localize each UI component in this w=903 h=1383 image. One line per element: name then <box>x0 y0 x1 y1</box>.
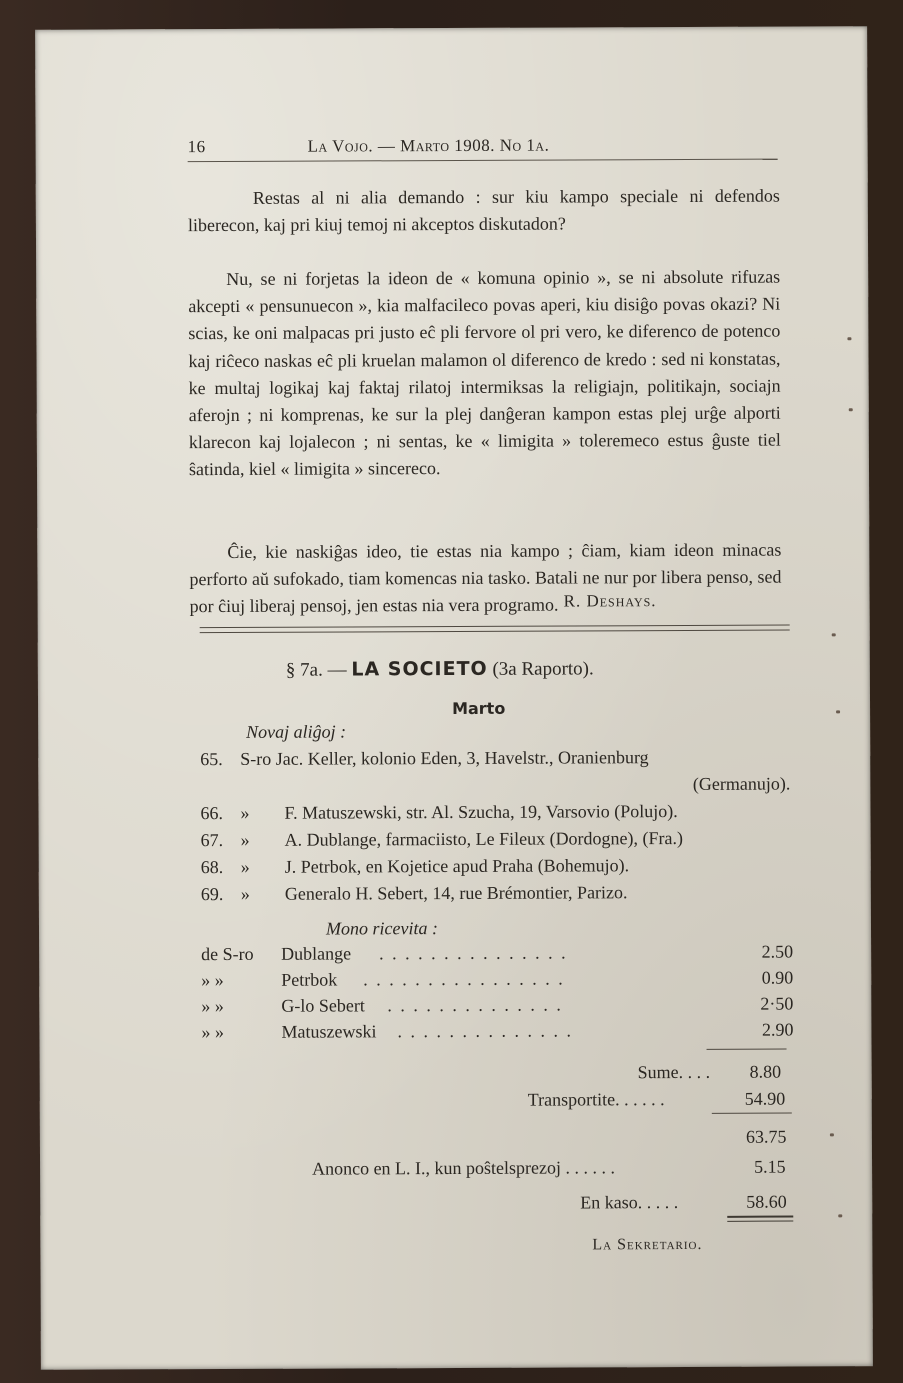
paper-spot <box>830 1133 834 1136</box>
receipt-amount: 2.90 <box>761 1019 794 1040</box>
article-paragraph: Restas al ni alia demando : sur kiu kampo speciale ni defendos liberecon, kaj pri kiuj temoj ni akceptos diskutadon? <box>187 185 780 236</box>
member-list <box>200 746 801 911</box>
cash-amount: 58.60 <box>746 1191 787 1212</box>
section-name: LA SOCIETO <box>351 657 488 681</box>
money-received-heading: Mono ricevita : <box>325 918 439 939</box>
running-title: La Vojo. — Marto 1908. No 1a. <box>307 135 550 156</box>
document-page <box>35 26 873 1370</box>
member-entry <box>201 854 801 884</box>
member-details: A. Dublange, farmaciisto, Le Fileux (Dordogne), (Fra.) <box>284 828 684 850</box>
leader-dots: . . . . . . . . . . . . . . <box>387 994 563 1016</box>
member-details: Generalo H. Sebert, 14, rue Brémontier, Parizo. <box>284 882 628 904</box>
page-content <box>187 27 793 1370</box>
receipt-prefix: » » <box>201 1022 224 1043</box>
sum-amount: 8.80 <box>749 1061 782 1082</box>
article-paragraph: Ĉie, kie naskiĝas ideo, tie estas nia kampo ; ĉiam, kiam ideon minacas perforto aŭ sufokado, tiam komencas nia tasko. Batali ne nur por libera penso, sed por ĉiuj liberaj pensoj, jen estas nia vera programo. <box>189 539 782 617</box>
member-number: 68. <box>200 857 224 878</box>
receipt-row <box>201 941 801 970</box>
new-members-heading: Novaj aliĝoj : <box>246 721 347 742</box>
paper-spot <box>838 1214 842 1217</box>
member-entry <box>201 881 801 911</box>
article-paragraph: Nu, se ni forjetas la ideon de « komuna opinio », se ni absolute rifuzas akcepti « pensunuecon », kia malfacileco povas aperi, kiu disiĝo povas okazi? Ni scias, ke oni malpacas pri justo eĉ pli fervore ol pri vero, ke diferenco de potenco kaj riĉeco naskas eĉ pli kruelan malamon ol diferenco de kredo : sed ni konstatas, ke multaj logikaj kaj faktaj rilatoj intermiksas la religiajn, politikajn, sociajn aferojn ; ni komprenas, ke sur la plej danĝeran kampon estas plej urĝe alporti klarecon kaj lojalecon ; ni sentas, ke « limigita » toleremeco estus ĝuste tiel ŝatinda, kiel « limigita » sincereco. <box>188 266 781 480</box>
sum-label: Sume. . . . <box>637 1061 711 1083</box>
member-text-continued: (Germanujo). <box>692 773 791 794</box>
section-divider <box>200 625 790 634</box>
paper-spot <box>849 408 853 411</box>
receipt-row <box>201 993 801 1022</box>
member-entry <box>200 746 800 803</box>
member-details: F. Matuszewski, str. Al. Szucha, 19, Varsovio (Polujo). <box>284 801 678 823</box>
member-entry <box>200 800 800 830</box>
receipt-name: Dublange <box>281 943 352 964</box>
member-entry <box>201 827 801 857</box>
subtotal-rule <box>707 1049 787 1050</box>
final-total-rule <box>727 1216 793 1222</box>
leader-dots: . . . . . . . . . . . . . . . . <box>363 968 565 990</box>
paper-spot <box>832 633 836 636</box>
member-prefix: » <box>240 883 250 904</box>
advert-label: Anonco en L. I., kun poŝtelsprezoj . . . . . . <box>312 1157 616 1179</box>
member-prefix: » <box>240 856 250 877</box>
cash-label: En kaso. . . . . <box>580 1192 679 1213</box>
article-signature: R. Deshays. <box>563 591 657 611</box>
member-details: J. Petrbok, en Kojetice apud Praha (Bohemujo). <box>284 855 630 877</box>
receipt-name: Petrbok <box>281 969 338 990</box>
receipt-name: Matuszewski <box>281 1021 377 1042</box>
transport-label: Transportite. . . . . . <box>527 1089 665 1110</box>
member-prefix: » <box>240 802 250 823</box>
paper-spot <box>847 337 851 340</box>
receipt-amount: 0.90 <box>761 967 794 988</box>
member-text <box>240 747 648 770</box>
section-suffix: (3a Raporto). <box>492 658 594 680</box>
page-number: 16 <box>187 137 206 157</box>
receipt-prefix: » » <box>201 970 224 991</box>
receipt-name: G-lo Sebert <box>281 995 365 1016</box>
receipt-amount: 2.50 <box>761 941 794 962</box>
running-header <box>188 135 778 162</box>
member-number: 66. <box>200 803 224 824</box>
receipt-row <box>201 967 801 996</box>
section-prefix: § 7a. — <box>285 659 347 681</box>
transport-amount: 54.90 <box>744 1088 786 1109</box>
member-prefix: » <box>240 829 250 850</box>
receipt-amount: 2·50 <box>760 993 794 1014</box>
member-number: 65. <box>200 749 223 770</box>
secretary-signature: La Sekretario. <box>592 1235 703 1254</box>
member-number: 67. <box>200 830 224 851</box>
month-heading: Marto <box>452 698 506 719</box>
paper-spot <box>836 710 840 713</box>
receipts-ledger <box>201 941 801 1048</box>
leader-dots: . . . . . . . . . . . . . . . <box>379 942 568 964</box>
member-details: Jac. Keller, kolonio Eden, 3, Havelstr., Oranienburg <box>275 747 649 769</box>
receipt-prefix: » » <box>201 996 224 1017</box>
leader-dots: . . . . . . . . . . . . . . <box>397 1020 573 1042</box>
member-number: 69. <box>200 884 224 905</box>
receipt-prefix: de S-ro <box>201 943 254 965</box>
combined-amount: 63.75 <box>745 1126 787 1147</box>
section-title <box>286 657 594 681</box>
subtotal-rule <box>712 1113 792 1114</box>
advert-amount: 5.15 <box>754 1156 786 1177</box>
receipt-row <box>201 1019 801 1048</box>
member-prefix: S-ro <box>240 748 272 769</box>
